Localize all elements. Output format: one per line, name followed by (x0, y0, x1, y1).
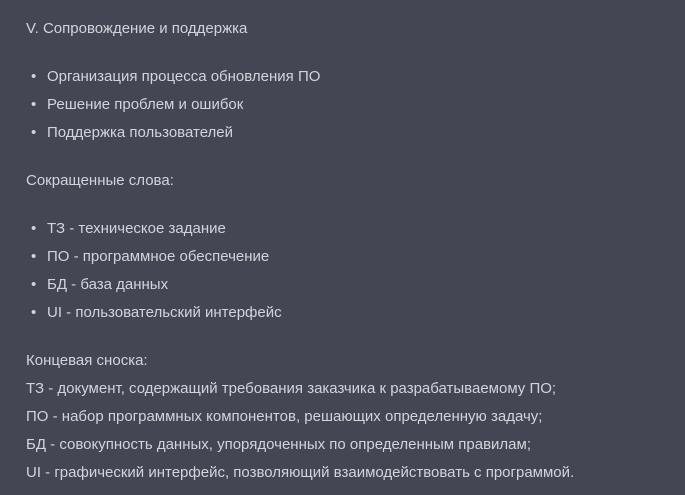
bullet-icon: • (31, 68, 37, 85)
list-item (31, 299, 685, 327)
list-item-text: UI - пользовательский интерфейс (47, 304, 282, 321)
list-item (31, 215, 685, 243)
list-item-text: БД - база данных (47, 276, 169, 293)
bullet-icon: • (31, 304, 37, 321)
list-item (31, 119, 685, 147)
list-item-text: ПО - программное обеспечение (47, 248, 270, 265)
bullet-icon: • (31, 220, 37, 237)
list-item-text: Организация процесса обновления ПО (47, 68, 321, 85)
footnote-line: UI - графический интерфейс, позволяющий взаимодействовать с программой. (26, 464, 575, 481)
list-item-text: Поддержка пользователей (47, 124, 234, 141)
footnote-line: БД - совокупность данных, упорядоченных по определенным правилам; (26, 436, 531, 453)
footnote-line: ТЗ - документ, содержащий требования заказчика к разрабатываемому ПО; (26, 380, 557, 397)
list-item (31, 271, 685, 299)
support-list (26, 63, 685, 147)
list-item (31, 63, 685, 91)
abbrev-list (26, 215, 685, 327)
bullet-icon: • (31, 248, 37, 265)
list-item (31, 91, 685, 119)
bullet-icon: • (31, 124, 37, 141)
list-item (31, 243, 685, 271)
section-heading: V. Сопровождение и поддержка (26, 20, 248, 37)
list-item-text: Решение проблем и ошибок (47, 96, 244, 113)
footnote-block (26, 347, 685, 487)
bullet-icon: • (31, 96, 37, 113)
footnote-heading: Концевая сноска: (26, 352, 148, 369)
footnote-line: ПО - набор программных компонентов, решающих определенную задачу; (26, 408, 543, 425)
bullet-icon: • (31, 276, 37, 293)
abbrev-heading: Сокращенные слова: (26, 172, 174, 189)
list-item-text: ТЗ - техническое задание (47, 220, 226, 237)
